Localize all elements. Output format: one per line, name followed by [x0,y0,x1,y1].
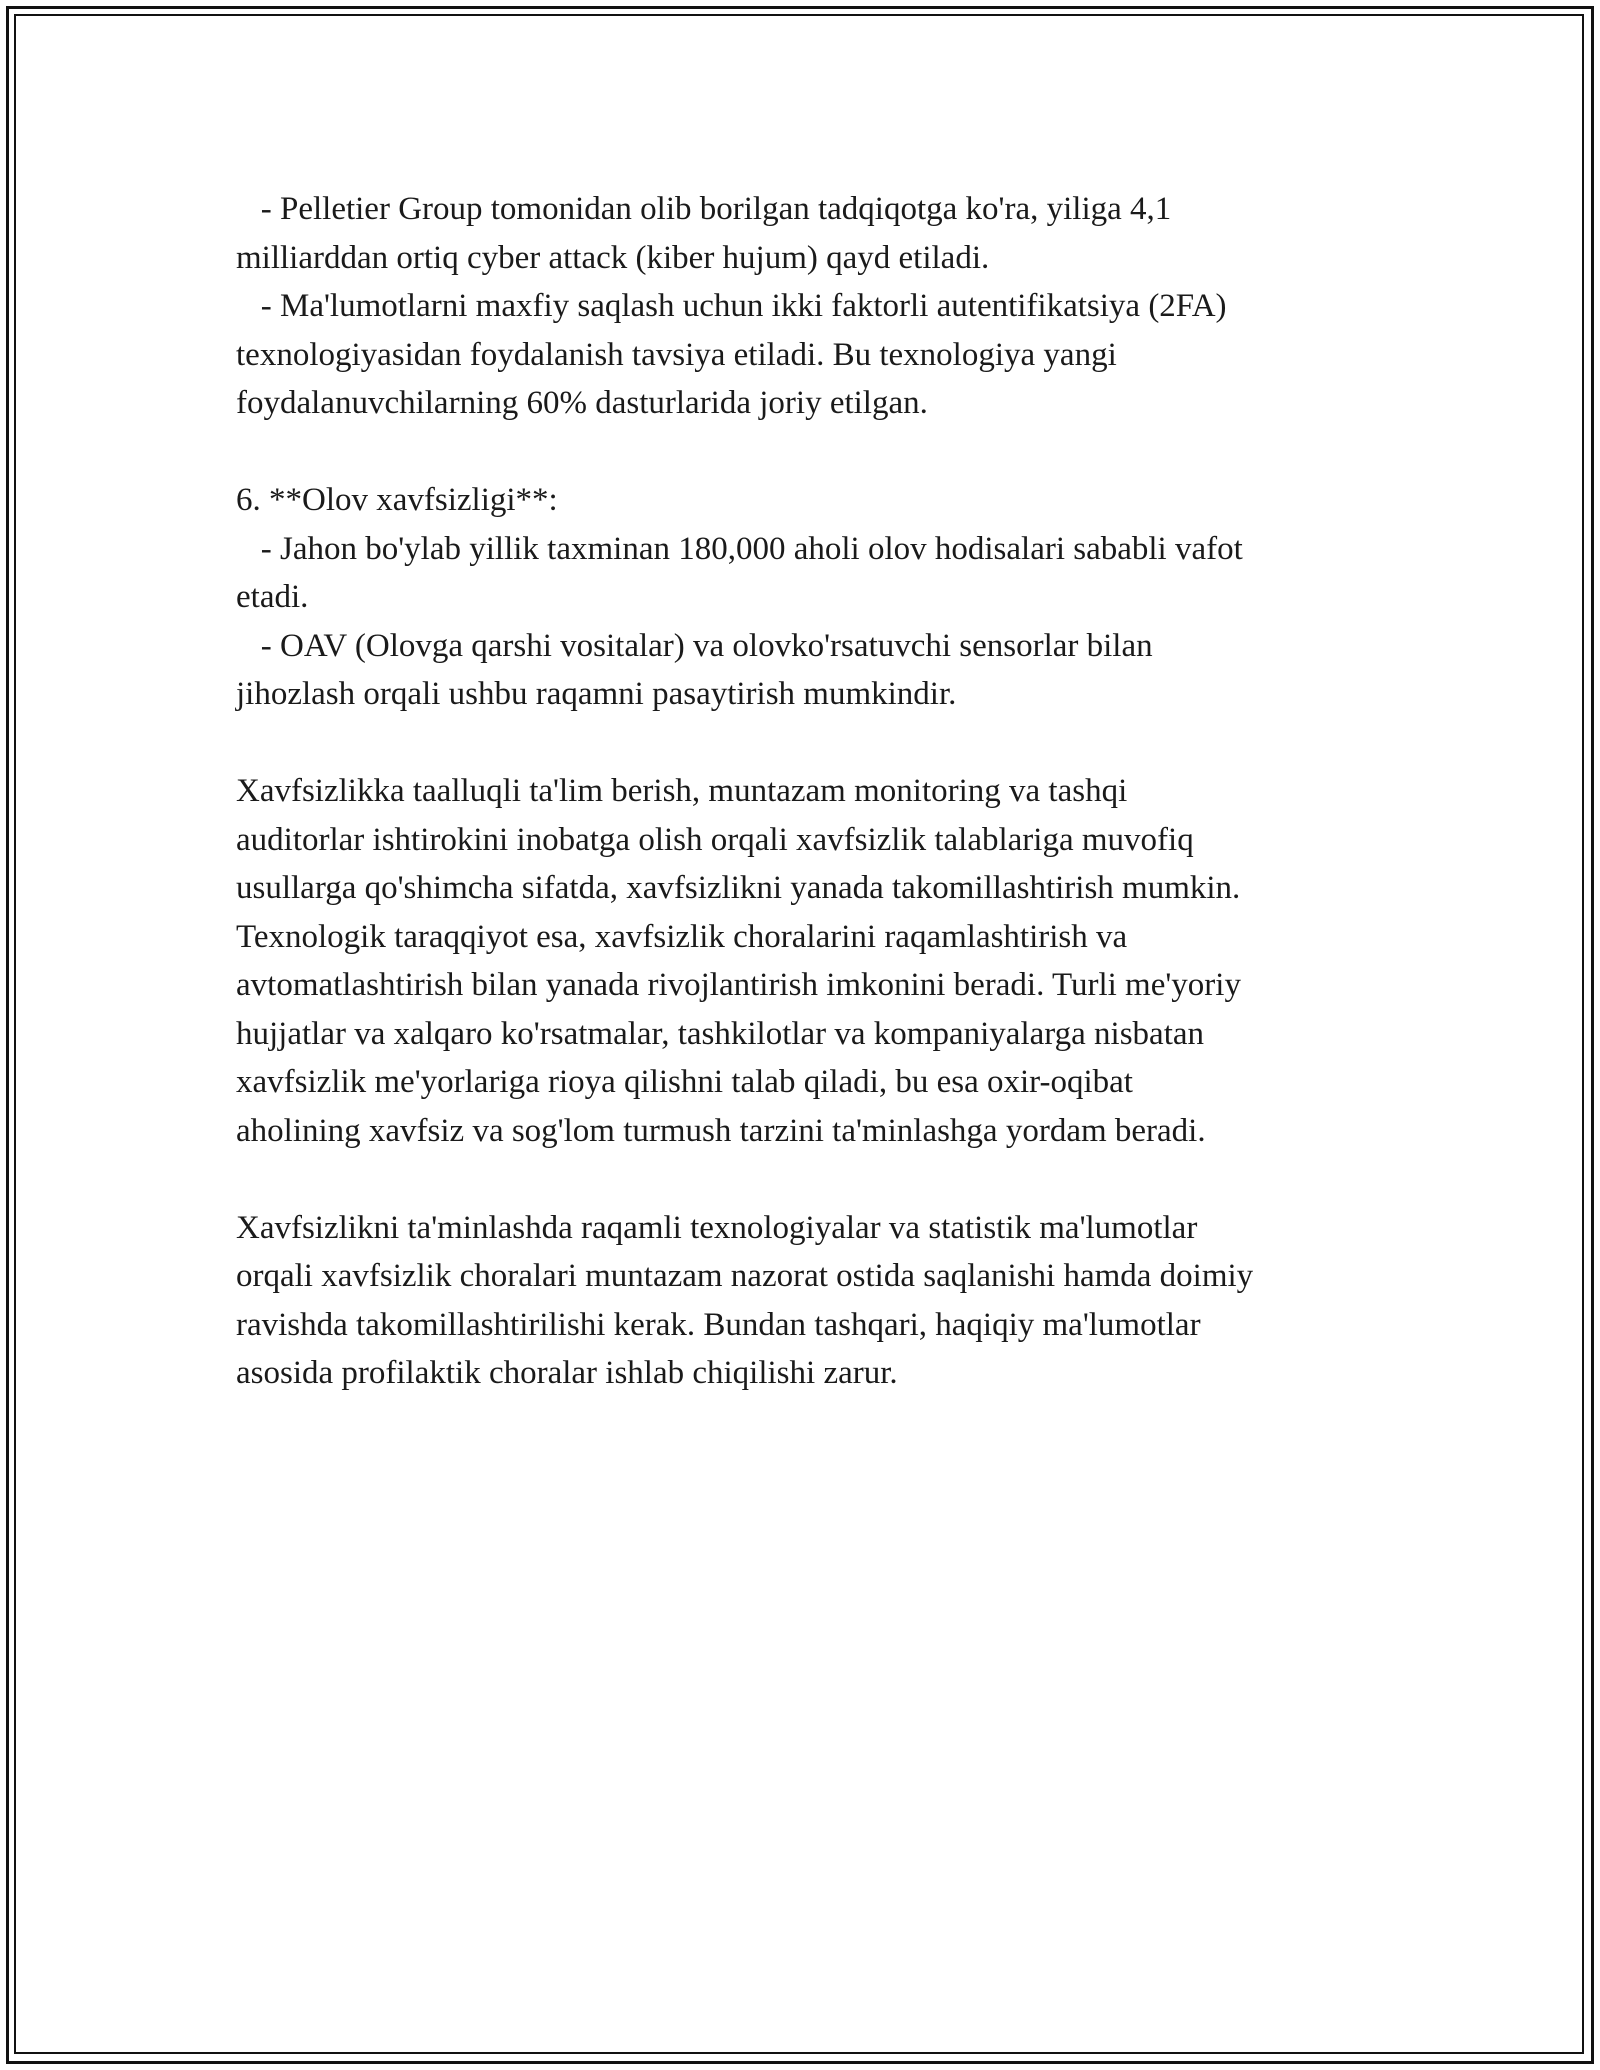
text-line: avtomatlashtirish bilan yanada rivojlantirish imkonini beradi. Turli me'yoriy [236,967,1241,1003]
text-line: Xavfsizlikka taalluqli ta'lim berish, muntazam monitoring va tashqi [236,773,1128,809]
text-line: ravishda takomillashtirilishi kerak. Bundan tashqari, haqiqiy ma'lumotlar [236,1306,1201,1343]
text-line: usullarga qo'shimcha sifatda, xavfsizlikni yanada takomillashtirish mumkin. [236,870,1241,906]
text-line: texnologiyasidan foydalanish tavsiya etiladi. Bu texnologiya yangi [236,336,1117,373]
text-line: milliarddan ortiq cyber attack (kiber hujum) qayd etiladi. [236,239,990,276]
text-line: etadi. [236,579,309,615]
paragraph-fire-safety [236,476,1386,719]
text-line: - Pelletier Group tomonidan olib borilgan tadqiqotga ko'ra, yiliga 4,1 [236,191,1172,227]
text-line: Texnologik taraqqiyot esa, xavfsizlik choralarini raqamlashtirish va [236,918,1128,955]
text-line: aholining xavfsiz va sog'lom turmush tarzini ta'minlashga yordam beradi. [236,1112,1206,1149]
text-line: asosida profilaktik choralar ishlab chiqilishi zarur. [236,1355,898,1391]
text-line: hujjatlar va xalqaro ko'rsatmalar, tashkilotlar va kompaniyalarga nisbatan [236,1015,1205,1052]
section-heading: 6. **Olov xavfsizligi**: [236,482,558,518]
text-line: orqali xavfsizlik choralari muntazam nazorat ostida saqlanishi hamda doimiy [236,1258,1254,1294]
text-line: Xavfsizlikni ta'minlashda raqamli texnologiyalar va statistik ma'lumotlar [236,1209,1198,1246]
text-line: - Ma'lumotlarni maxfiy saqlash uchun ikki faktorli autentifikatsiya (2FA) [236,288,1227,324]
text-line: auditorlar ishtirokini inobatga olish orqali xavfsizlik talablariga muvofiq [236,821,1194,858]
text-line: foydalanuvchilarning 60% dasturlarida joriy etilgan. [236,385,928,421]
paragraph-conclusion [236,1204,1386,1398]
document-body [236,185,1386,1398]
text-line: xavfsizlik me'yorlariga rioya qilishni talab qiladi, bu esa oxir-oqibat [236,1064,1133,1100]
text-line: - Jahon bo'ylab yillik taxminan 180,000 aholi olov hodisalari sababli vafot [236,530,1243,567]
text-line: jihozlash orqali ushbu raqamni pasaytirish mumkindir. [236,676,957,712]
text-line: - OAV (Olovga qarshi vositalar) va olovko'rsatuvchi sensorlar bilan [236,627,1153,664]
paragraph-safety-improvement [236,767,1386,1155]
paragraph-cyber-security [236,185,1386,428]
